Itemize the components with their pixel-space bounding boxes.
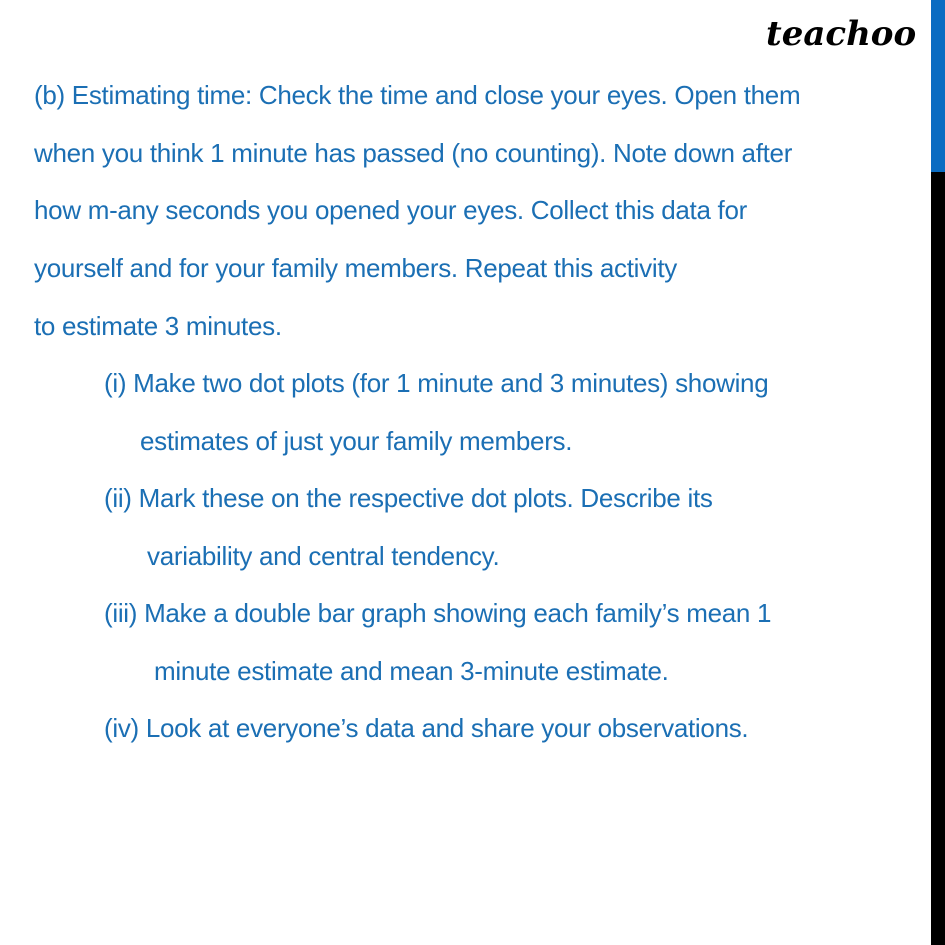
intro-line: yourself and for your family members. Repeat this activity (34, 253, 677, 283)
side-scroll-track (931, 172, 945, 945)
sub-item-iii-cont: minute estimate and mean 3-minute estimate. (154, 656, 669, 686)
intro-line: (b) Estimating time: Check the time and close your eyes. Open them (34, 80, 801, 110)
teachoo-logo: teachoo (766, 14, 917, 54)
side-accent-bar (931, 0, 945, 172)
sub-item-ii-cont: variability and central tendency. (147, 541, 500, 571)
sub-item-iv: (iv) Look at everyone’s data and share your observations. (104, 713, 749, 743)
intro-line: how m-any seconds you opened your eyes. Collect this data for (34, 195, 747, 225)
sub-item-iii: (iii) Make a double bar graph showing each family’s mean 1 (104, 598, 772, 628)
sub-item-ii: (ii) Mark these on the respective dot plots. Describe its (104, 483, 713, 513)
sub-item-i: (i) Make two dot plots (for 1 minute and 3 minutes) showing (104, 368, 769, 398)
intro-line: to estimate 3 minutes. (34, 311, 282, 341)
sub-item-i-cont: estimates of just your family members. (140, 426, 573, 456)
intro-line: when you think 1 minute has passed (no counting). Note down after (34, 138, 793, 168)
